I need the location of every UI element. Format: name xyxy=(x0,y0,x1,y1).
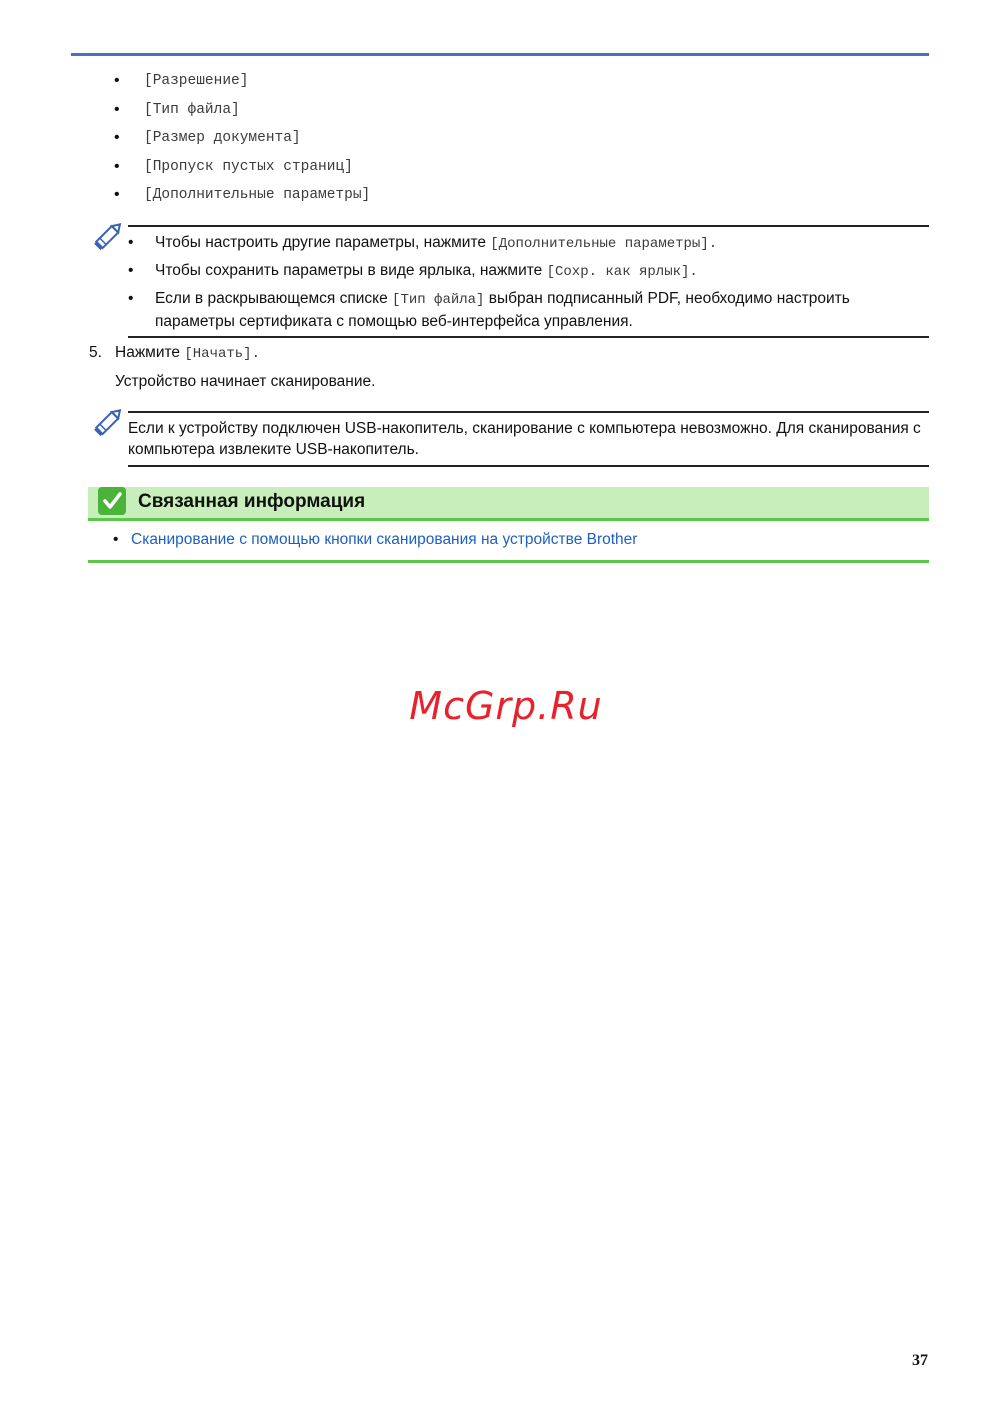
list-item xyxy=(128,260,929,288)
punctuation: . xyxy=(251,346,260,362)
note-box xyxy=(128,411,929,467)
punctuation: . xyxy=(708,236,718,252)
bullet: • xyxy=(128,262,134,279)
list-item xyxy=(128,288,929,332)
menu-option: [Начать] xyxy=(184,346,252,362)
page-number: 37 xyxy=(912,1352,928,1369)
step-number: 5. xyxy=(89,344,102,361)
related-info-title: Связанная информация xyxy=(138,491,366,512)
list-item xyxy=(128,232,929,260)
bullet: • xyxy=(114,186,120,203)
related-info-header xyxy=(88,487,929,521)
bullet: • xyxy=(114,129,120,146)
bullet: • xyxy=(128,234,134,251)
note-text: Если к устройству подключен USB-накопитель, сканирование с компьютера невозможно. Для сканирования с компьютера извлеките USB-накопитель. xyxy=(128,420,921,458)
note-text: выбран подписанный PDF, необходимо настроить параметры сертификата с помощью веб-интерфейса управления. xyxy=(155,290,850,330)
bullet: • xyxy=(113,531,119,548)
note-text: Чтобы сохранить параметры в виде ярлыка, нажмите xyxy=(155,262,547,279)
option-text: [Разрешение] xyxy=(144,73,249,89)
watermark: McGrp.Ru xyxy=(409,684,603,728)
menu-option: [Тип файла] xyxy=(392,292,485,308)
pencil-note-icon xyxy=(92,219,126,253)
note-text: Если в раскрывающемся списке xyxy=(155,290,393,307)
option-text: [Пропуск пустых страниц] xyxy=(144,158,353,175)
pencil-note-icon xyxy=(92,405,126,439)
bullet: • xyxy=(128,290,134,307)
punctuation: . xyxy=(689,264,698,280)
bullet: • xyxy=(114,72,120,89)
note-box xyxy=(128,225,929,338)
note-list xyxy=(128,232,929,332)
option-text: [Размер документа] xyxy=(144,130,301,146)
option-text: [Дополнительные параметры] xyxy=(144,187,371,203)
option-text: [Тип файла] xyxy=(144,101,240,118)
menu-option: [Сохр. как ярлык] xyxy=(546,264,690,280)
note-text: Чтобы настроить другие параметры, нажмите xyxy=(155,234,491,251)
bullet: • xyxy=(114,157,120,175)
menu-option: [Дополнительные параметры] xyxy=(490,236,709,252)
step-result: Устройство начинает сканирование. xyxy=(115,373,376,390)
bullet: • xyxy=(114,100,120,118)
related-link[interactable]: Сканирование с помощью кнопки сканирования на устройстве Brother xyxy=(131,531,638,548)
header-rule xyxy=(71,53,929,56)
step-text: Нажмите xyxy=(115,344,185,361)
related-rule xyxy=(88,560,929,563)
checkmark-icon xyxy=(98,487,126,515)
